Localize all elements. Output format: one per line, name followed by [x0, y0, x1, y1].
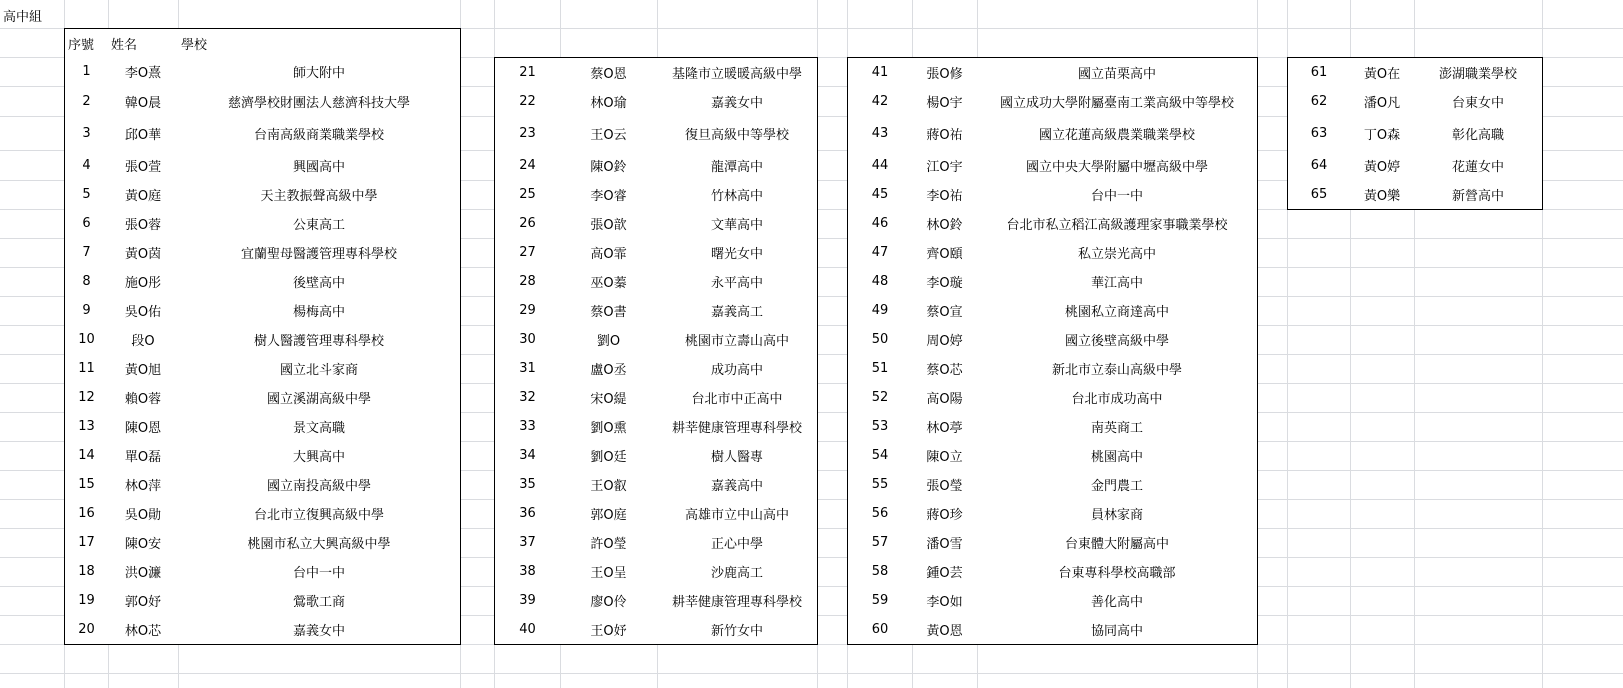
cell-school[interactable]: 公東高工	[178, 209, 461, 239]
cell-serial[interactable]: 60	[847, 615, 913, 645]
cell-serial[interactable]: 30	[494, 325, 561, 355]
cell-serial[interactable]: 14	[64, 441, 109, 471]
cell-serial[interactable]: 57	[847, 528, 913, 558]
cell-serial[interactable]: 65	[1287, 180, 1351, 210]
cell-name[interactable]: 韓O晨	[108, 86, 179, 117]
cell-name[interactable]: 段O	[108, 325, 179, 355]
cell-school[interactable]: 樹人醫護管理專科學校	[178, 325, 461, 355]
cell-serial[interactable]: 17	[64, 528, 109, 558]
cell-name[interactable]: 王O妤	[560, 615, 658, 645]
cell-serial[interactable]: 40	[494, 615, 561, 645]
cell-name[interactable]: 陳O鈴	[560, 150, 658, 181]
cell-name[interactable]: 施O彤	[108, 267, 179, 297]
cell-serial[interactable]: 15	[64, 470, 109, 500]
cell-name[interactable]: 郭O庭	[560, 499, 658, 529]
cell-school[interactable]: 嘉義女中	[178, 615, 461, 645]
cell-name[interactable]: 吳O佑	[108, 296, 179, 326]
cell-name[interactable]: 周O婷	[912, 325, 978, 355]
cell-serial[interactable]: 58	[847, 557, 913, 587]
cell-serial[interactable]: 10	[64, 325, 109, 355]
cell-serial[interactable]: 26	[494, 209, 561, 239]
cell-name[interactable]: 高O陽	[912, 383, 978, 413]
cell-name[interactable]: 黃O庭	[108, 180, 179, 210]
gridline-horizontal	[0, 673, 1623, 674]
cell-school[interactable]: 興國高中	[178, 150, 461, 181]
cell-serial[interactable]: 7	[64, 238, 109, 268]
cell-name[interactable]: 李O熹	[108, 57, 179, 87]
cell-school[interactable]: 師大附中	[178, 57, 461, 87]
cell-school[interactable]: 正心中學	[657, 528, 818, 558]
cell-school[interactable]: 桃園高中	[977, 441, 1258, 471]
cell-serial[interactable]: 3	[64, 116, 109, 151]
cell-name[interactable]: 郭O妤	[108, 586, 179, 616]
cell-name[interactable]: 黃O樂	[1350, 180, 1415, 210]
cell-name[interactable]: 張O修	[912, 57, 978, 87]
cell-school[interactable]: 文華高中	[657, 209, 818, 239]
cell-name[interactable]: 蔡O恩	[560, 57, 658, 87]
cell-school[interactable]: 耕莘健康管理專科學校	[657, 586, 818, 616]
cell-school[interactable]: 澎湖職業學校	[1414, 57, 1543, 87]
cell-school[interactable]: 彰化高職	[1414, 116, 1543, 151]
cell-serial[interactable]: 6	[64, 209, 109, 239]
cell-school[interactable]: 國立北斗家商	[178, 354, 461, 384]
cell-school[interactable]: 台東專科學校高職部	[977, 557, 1258, 587]
cell-school[interactable]: 嘉義高中	[657, 470, 818, 500]
cell-name[interactable]: 張O瑩	[912, 470, 978, 500]
cell-serial[interactable]: 35	[494, 470, 561, 500]
cell-name[interactable]: 陳O立	[912, 441, 978, 471]
cell-serial[interactable]: 49	[847, 296, 913, 326]
cell-school[interactable]: 華江高中	[977, 267, 1258, 297]
sheet-title[interactable]: 高中組	[3, 9, 43, 25]
cell-school[interactable]: 國立中央大學附屬中壢高級中學	[977, 150, 1258, 181]
cell-school[interactable]: 善化高中	[977, 586, 1258, 616]
cell-school[interactable]: 嘉義高工	[657, 296, 818, 326]
cell-name[interactable]: 黃O婷	[1350, 150, 1415, 181]
cell-school[interactable]: 國立花蓮高級農業職業學校	[977, 116, 1258, 151]
cell-serial[interactable]: 13	[64, 412, 109, 442]
cell-school[interactable]: 沙鹿高工	[657, 557, 818, 587]
cell-school[interactable]: 基隆市立暖暖高級中學	[657, 57, 818, 87]
cell-school[interactable]: 成功高中	[657, 354, 818, 384]
cell-school[interactable]: 大興高中	[178, 441, 461, 471]
cell-school[interactable]: 花蓮女中	[1414, 150, 1543, 181]
cell-school[interactable]: 台北市中正高中	[657, 383, 818, 413]
cell-name[interactable]: 蔡O芯	[912, 354, 978, 384]
cell-school[interactable]: 景文高職	[178, 412, 461, 442]
cell-serial[interactable]: 46	[847, 209, 913, 239]
cell-name[interactable]: 宋O緹	[560, 383, 658, 413]
cell-name[interactable]: 張O萱	[108, 150, 179, 181]
cell-serial[interactable]: 5	[64, 180, 109, 210]
cell-serial[interactable]: 9	[64, 296, 109, 326]
cell-name[interactable]: 李O璇	[912, 267, 978, 297]
cell-serial[interactable]: 2	[64, 86, 109, 117]
cell-school[interactable]: 樹人醫專	[657, 441, 818, 471]
cell-serial[interactable]: 55	[847, 470, 913, 500]
cell-school[interactable]: 楊梅高中	[178, 296, 461, 326]
cell-serial[interactable]: 33	[494, 412, 561, 442]
cell-school[interactable]: 台南高級商業職業學校	[178, 116, 461, 151]
cell-name[interactable]: 陳O恩	[108, 412, 179, 442]
cell-name[interactable]: 丁O森	[1350, 116, 1415, 151]
cell-serial[interactable]: 20	[64, 615, 109, 645]
cell-serial[interactable]: 31	[494, 354, 561, 384]
cell-serial[interactable]: 19	[64, 586, 109, 616]
cell-name[interactable]: 李O睿	[560, 180, 658, 210]
cell-school[interactable]: 新營高中	[1414, 180, 1543, 210]
cell-serial[interactable]: 32	[494, 383, 561, 413]
cell-serial[interactable]: 37	[494, 528, 561, 558]
cell-serial[interactable]: 22	[494, 86, 561, 117]
cell-name[interactable]: 賴O蓉	[108, 383, 179, 413]
cell-school[interactable]: 龍潭高中	[657, 150, 818, 181]
cell-school[interactable]: 復旦高級中等學校	[657, 116, 818, 151]
cell-school[interactable]: 宜蘭聖母醫護管理專科學校	[178, 238, 461, 268]
cell-name[interactable]: 黃O旭	[108, 354, 179, 384]
cell-school[interactable]: 台北市私立稻江高級護理家事職業學校	[977, 209, 1258, 239]
cell-school[interactable]: 桃園市立壽山高中	[657, 325, 818, 355]
cell-serial[interactable]: 54	[847, 441, 913, 471]
cell-name[interactable]: 齊O頤	[912, 238, 978, 268]
cell-school[interactable]: 耕莘健康管理專科學校	[657, 412, 818, 442]
cell-name[interactable]: 吳O勛	[108, 499, 179, 529]
cell-name[interactable]: 蔡O書	[560, 296, 658, 326]
cell-school[interactable]: 國立溪湖高級中學	[178, 383, 461, 413]
cell-name[interactable]: 鍾O芸	[912, 557, 978, 587]
header-serial[interactable]: 序號	[64, 28, 109, 58]
cell-serial[interactable]: 18	[64, 557, 109, 587]
cell-name[interactable]: 楊O宇	[912, 86, 978, 117]
cell-name[interactable]: 劉O	[560, 325, 658, 355]
cell-school[interactable]: 高雄市立中山高中	[657, 499, 818, 529]
cell-name[interactable]: 江O宇	[912, 150, 978, 181]
cell-serial[interactable]: 38	[494, 557, 561, 587]
cell-school[interactable]: 協同高中	[977, 615, 1258, 645]
cell-school[interactable]: 台中一中	[977, 180, 1258, 210]
cell-name[interactable]: 李O如	[912, 586, 978, 616]
cell-name[interactable]: 蔡O宣	[912, 296, 978, 326]
cell-name[interactable]: 單O磊	[108, 441, 179, 471]
cell-name[interactable]: 黃O茵	[108, 238, 179, 268]
cell-name[interactable]: 林O芯	[108, 615, 179, 645]
cell-school[interactable]: 台中一中	[178, 557, 461, 587]
header-school[interactable]: 學校	[178, 28, 461, 58]
cell-school[interactable]: 桃園市私立大興高級中學	[178, 528, 461, 558]
cell-school[interactable]: 桃園私立商達高中	[977, 296, 1258, 326]
cell-serial[interactable]: 28	[494, 267, 561, 297]
cell-school[interactable]: 台東女中	[1414, 86, 1543, 117]
cell-school[interactable]: 新竹女中	[657, 615, 818, 645]
cell-name[interactable]: 林O鈴	[912, 209, 978, 239]
cell-name[interactable]: 潘O雪	[912, 528, 978, 558]
cell-serial[interactable]: 64	[1287, 150, 1351, 181]
cell-school[interactable]: 曙光女中	[657, 238, 818, 268]
cell-name[interactable]: 張O歆	[560, 209, 658, 239]
cell-school[interactable]: 國立苗栗高中	[977, 57, 1258, 87]
cell-serial[interactable]: 63	[1287, 116, 1351, 151]
header-name[interactable]: 姓名	[108, 28, 179, 58]
cell-serial[interactable]: 25	[494, 180, 561, 210]
cell-serial[interactable]: 50	[847, 325, 913, 355]
cell-school[interactable]: 後壁高中	[178, 267, 461, 297]
cell-serial[interactable]: 16	[64, 499, 109, 529]
cell-name[interactable]: 劉O廷	[560, 441, 658, 471]
cell-serial[interactable]: 24	[494, 150, 561, 181]
cell-serial[interactable]: 51	[847, 354, 913, 384]
cell-school[interactable]: 南英商工	[977, 412, 1258, 442]
cell-serial[interactable]: 1	[64, 57, 109, 87]
cell-serial[interactable]: 21	[494, 57, 561, 87]
cell-name[interactable]: 廖O伶	[560, 586, 658, 616]
cell-name[interactable]: 陳O安	[108, 528, 179, 558]
cell-school[interactable]: 私立崇光高中	[977, 238, 1258, 268]
cell-serial[interactable]: 53	[847, 412, 913, 442]
cell-name[interactable]: 高O霏	[560, 238, 658, 268]
cell-serial[interactable]: 27	[494, 238, 561, 268]
cell-serial[interactable]: 48	[847, 267, 913, 297]
cell-name[interactable]: 洪O濂	[108, 557, 179, 587]
cell-school[interactable]: 竹林高中	[657, 180, 818, 210]
cell-serial[interactable]: 23	[494, 116, 561, 151]
cell-serial[interactable]: 34	[494, 441, 561, 471]
cell-school[interactable]: 國立南投高級中學	[178, 470, 461, 500]
cell-serial[interactable]: 29	[494, 296, 561, 326]
cell-school[interactable]: 新北市立泰山高級中學	[977, 354, 1258, 384]
cell-serial[interactable]: 8	[64, 267, 109, 297]
cell-name[interactable]: 劉O熏	[560, 412, 658, 442]
cell-school[interactable]: 金門農工	[977, 470, 1258, 500]
cell-name[interactable]: 林O葶	[912, 412, 978, 442]
cell-serial[interactable]: 44	[847, 150, 913, 181]
cell-serial[interactable]: 42	[847, 86, 913, 117]
cell-serial[interactable]: 12	[64, 383, 109, 413]
cell-school[interactable]: 台東體大附屬高中	[977, 528, 1258, 558]
cell-serial[interactable]: 61	[1287, 57, 1351, 87]
cell-serial[interactable]: 41	[847, 57, 913, 87]
cell-school[interactable]: 員林家商	[977, 499, 1258, 529]
cell-serial[interactable]: 11	[64, 354, 109, 384]
cell-school[interactable]: 鶯歌工商	[178, 586, 461, 616]
cell-serial[interactable]: 45	[847, 180, 913, 210]
cell-name[interactable]: 潘O凡	[1350, 86, 1415, 117]
cell-name[interactable]: 邱O華	[108, 116, 179, 151]
cell-serial[interactable]: 56	[847, 499, 913, 529]
cell-name[interactable]: 黃O在	[1350, 57, 1415, 87]
cell-school[interactable]: 嘉義女中	[657, 86, 818, 117]
cell-school[interactable]: 天主教振聲高級中學	[178, 180, 461, 210]
cell-school[interactable]: 台北市成功高中	[977, 383, 1258, 413]
cell-serial[interactable]: 4	[64, 150, 109, 181]
cell-name[interactable]: 林O瑜	[560, 86, 658, 117]
cell-school[interactable]: 國立後壁高級中學	[977, 325, 1258, 355]
cell-name[interactable]: 蔣O祐	[912, 116, 978, 151]
cell-name[interactable]: 蔣O珍	[912, 499, 978, 529]
cell-serial[interactable]: 43	[847, 116, 913, 151]
cell-school[interactable]: 台北市立復興高級中學	[178, 499, 461, 529]
cell-serial[interactable]: 59	[847, 586, 913, 616]
cell-serial[interactable]: 47	[847, 238, 913, 268]
cell-serial[interactable]: 62	[1287, 86, 1351, 117]
cell-name[interactable]: 巫O蓁	[560, 267, 658, 297]
cell-name[interactable]: 張O蓉	[108, 209, 179, 239]
cell-serial[interactable]: 52	[847, 383, 913, 413]
cell-name[interactable]: 王O叡	[560, 470, 658, 500]
cell-name[interactable]: 王O呈	[560, 557, 658, 587]
cell-serial[interactable]: 39	[494, 586, 561, 616]
cell-name[interactable]: 黃O恩	[912, 615, 978, 645]
cell-name[interactable]: 盧O丞	[560, 354, 658, 384]
cell-name[interactable]: 李O祐	[912, 180, 978, 210]
cell-name[interactable]: 林O萍	[108, 470, 179, 500]
cell-serial[interactable]: 36	[494, 499, 561, 529]
cell-name[interactable]: 王O云	[560, 116, 658, 151]
cell-school[interactable]: 永平高中	[657, 267, 818, 297]
cell-school[interactable]: 慈濟學校財團法人慈濟科技大學	[178, 86, 461, 117]
cell-name[interactable]: 許O瑩	[560, 528, 658, 558]
cell-school[interactable]: 國立成功大學附屬臺南工業高級中等學校	[977, 86, 1258, 117]
